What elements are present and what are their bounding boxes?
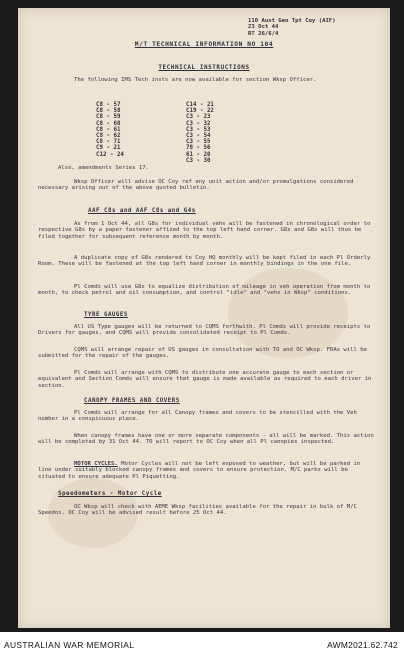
code-item: C3 - 53	[186, 126, 211, 133]
canopy-paragraph-1: Pl Comds will arrange for all Canopy frames and covers to be stencilled with the Veh number in a conspicuous place.	[38, 410, 357, 423]
speedometers-paragraph: OC Wksp will check with AEME Wksp facilities available for the repair in bulk of M/C Speedos. OC Coy will be advised result before 25 Oct 44.	[38, 504, 357, 517]
tech-instructions-intro: The following IMS Tech insts are now available for section Wksp Officer.	[74, 77, 317, 83]
document-page	[18, 8, 390, 628]
motor-cycles-text: Motor Cycles will not be left exposed to weather, but will be parked in line under suitably blocked canopy frames and covers to ensure protection. M/C parks will be situated to ensure adequate Pl Piquetting.	[38, 461, 361, 480]
section-heading-tech-instructions: TECHNICAL INSTRUCTIONS	[158, 65, 250, 71]
code-item: C8 - 57	[96, 102, 121, 108]
code-item: C3 - 54	[186, 133, 211, 140]
unit-line: 110 Aust Gen Tpt Coy (AIF)	[248, 18, 336, 24]
motor-cycles-paragraph	[38, 461, 374, 480]
aaf-paragraph-2: A duplicate copy of G8s rendered to Coy HQ monthly will be kept filed in each Pl Orderly Room. These will be fastened at the top left hand corner in monthly bindings in the one file.	[38, 255, 371, 268]
section-heading-speedometers: Speedometers - Motor Cycle	[58, 491, 162, 497]
tyre-gauges-paragraph-1: All US Type gauges will be returned to CQMS forthwith. Pl Comds will provide receipts to Drivers for gauges, and CQMS will provide consolidated receipt to Pl Comds.	[38, 324, 371, 337]
code-item: C19 - 22	[186, 108, 214, 115]
archive-name: AUSTRALIAN WAR MEMORIAL	[4, 640, 135, 650]
codes-list-left	[96, 102, 124, 158]
archive-caption-bar	[0, 632, 404, 653]
paper-stain	[228, 268, 348, 358]
aaf-paragraph-3: Pl Comds will use G8s to equalize distribution of mileage in veh operation from month to month, to check petrol and oil consumption, and control "idle" and "vehs in Wksp" conditions.	[38, 284, 371, 297]
section-heading-tyre-gauges: TYRE GAUGES	[84, 312, 128, 318]
amendments-note: Also, amendments Series 17.	[58, 165, 149, 171]
code-item: C8 - 60	[96, 120, 121, 127]
section-heading-aaf: AAF C8s and AAF C8s and G4s	[88, 208, 196, 214]
tyre-gauges-paragraph-3: Pl Comds will arrange with CQMS to distribute one accurate gauge to each section or equivalent and Section Comds will ensure that gauge is made available as required to each driver in section.	[38, 370, 372, 389]
archive-accession-number: AWM2021.62.742	[327, 640, 398, 650]
code-item: C12 - 24	[96, 151, 124, 158]
code-item: C8 - 71	[96, 139, 121, 146]
tyre-gauges-paragraph-2: CQMS will arrange repair of US gauges in consultation with TO and OC Wksp. FDAs will be submitted for the repair of the gauges.	[38, 347, 367, 360]
reference-line: RT 26/6/4	[248, 30, 279, 37]
code-item: 61 - 20	[186, 151, 211, 158]
motor-cycles-heading: MOTOR CYCLES.	[74, 461, 118, 467]
codes-list-right	[186, 102, 214, 164]
code-item: 78 - 56	[186, 145, 211, 152]
code-item: C8 - 58	[96, 108, 121, 115]
date-line: 23 Oct 44	[248, 24, 279, 31]
section-heading-canopy: CANOPY FRAMES AND COVERS	[84, 398, 180, 404]
wksp-advise-paragraph: Wksp Officer will advise OC Coy ref any unit action and/or promulgations considered necessary arising out of the above quoted bulletin.	[38, 179, 354, 192]
code-item: C8 - 59	[96, 114, 121, 121]
aaf-paragraph-1: As from 1 Oct 44, all G8s for individual vehs will be fastened in chronological order to respective G8s by a paper fastener affixed to the top left hand corner. G8s and G8s will thus be filed together for subsequent reference month by month.	[38, 221, 371, 240]
canopy-paragraph-2: When canopy frames have one or more separate components - all will be marked. This action will be completed by 31 Oct 44. TO will report to OC Coy when all Pl canopies inspected.	[38, 433, 374, 446]
code-item: C3 - 23	[186, 114, 211, 121]
document-header	[248, 18, 386, 37]
code-item: C8 - 62	[96, 133, 121, 140]
code-item: C14 - 21	[186, 102, 214, 108]
code-item: C9 - 21	[96, 145, 121, 152]
code-item: C3 - 55	[186, 139, 211, 146]
code-item: C3 - 32	[186, 120, 211, 127]
document-title: M/T TECHNICAL INFORMATION NO 104	[134, 41, 274, 48]
code-item: C8 - 61	[96, 126, 121, 133]
code-item: C3 - 30	[186, 157, 211, 164]
